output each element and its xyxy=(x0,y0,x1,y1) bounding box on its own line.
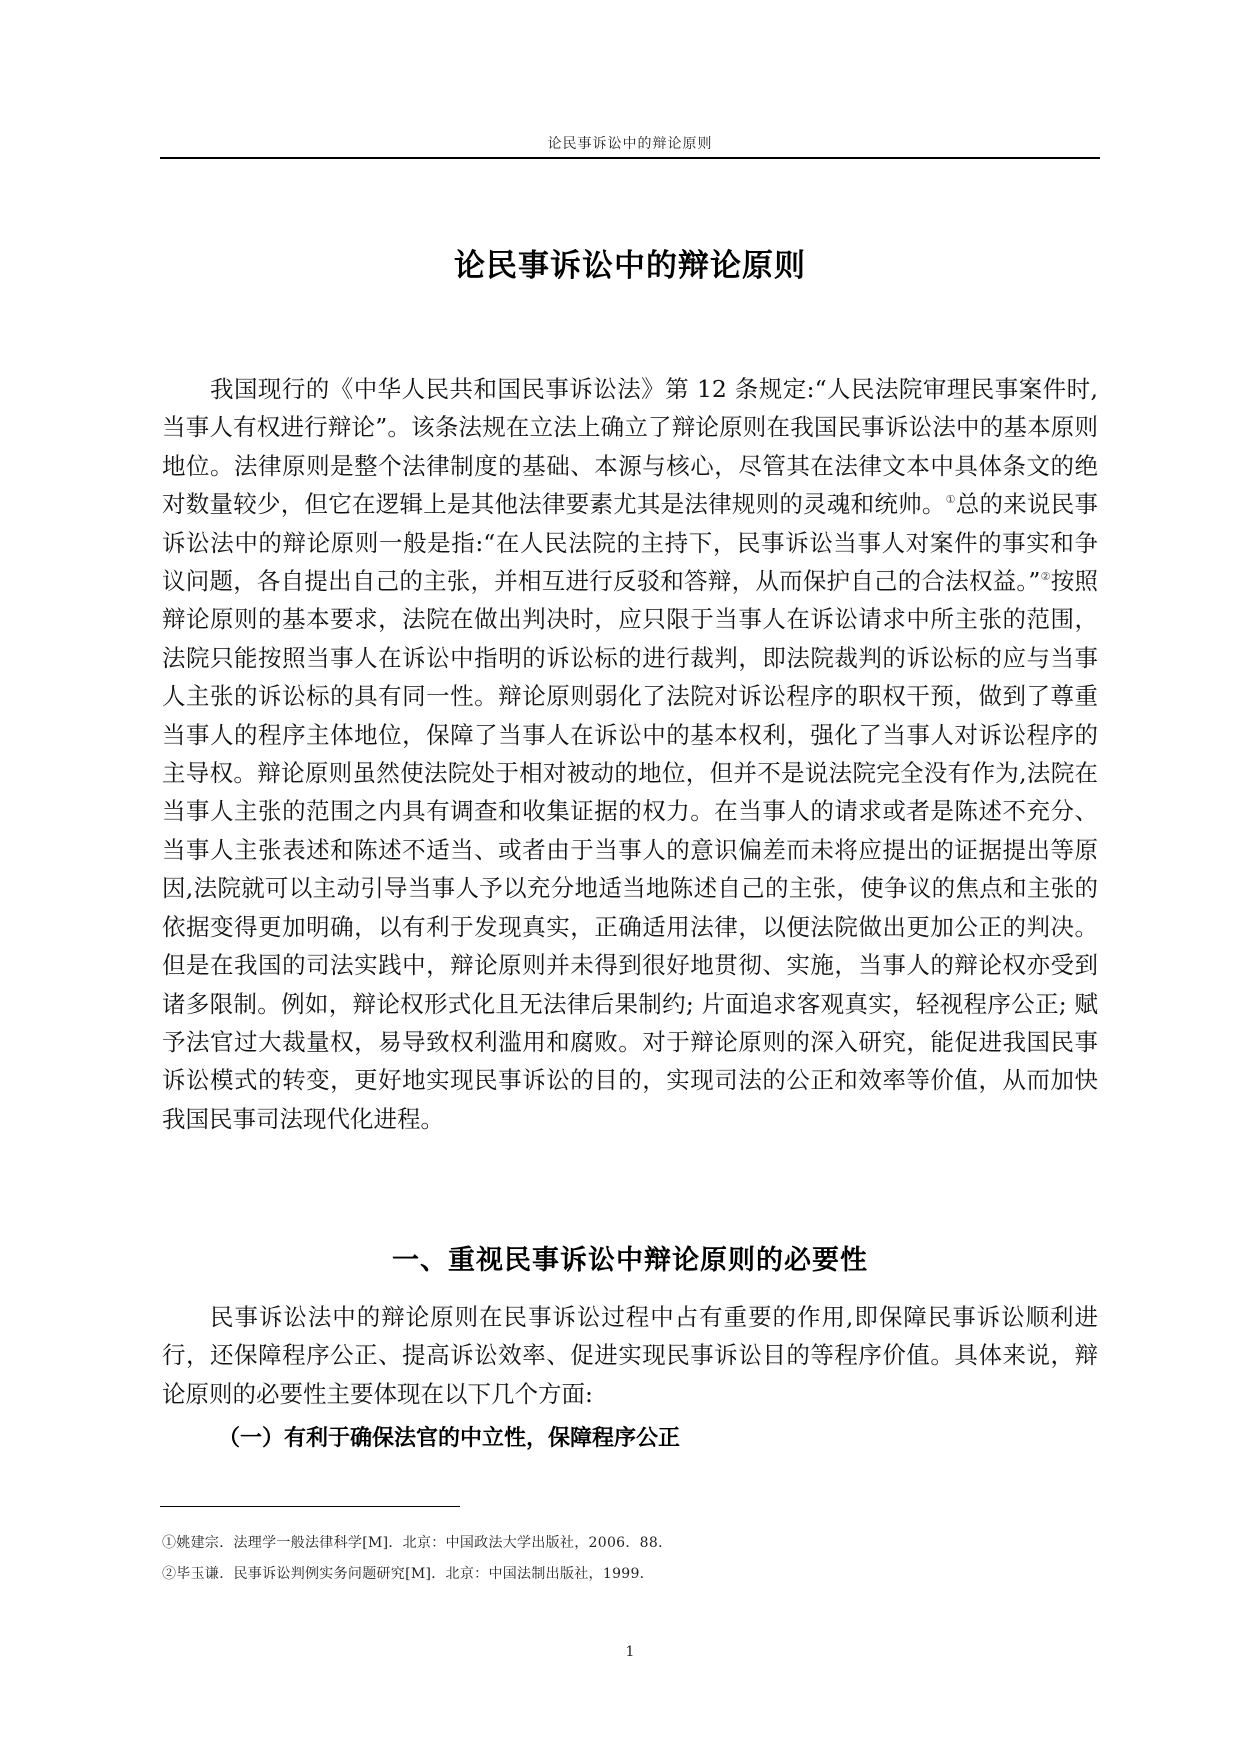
intro-text-part2: 总的来说民事诉讼法中的辩论原则一般是指:“在人民法院的主持下，民事诉讼当事人对案件的事实和争议问题，各自提出自己的主张，并相互进行反驳和答辩，从而保护自己的合法权益。” xyxy=(162,490,1098,596)
footnote-2: ②毕玉谦．民事诉讼判例实务问题研究[M]．北京：中国法制出版社，1999． xyxy=(162,1566,654,1582)
footnote-rule xyxy=(160,1506,460,1507)
footnote-1: ①姚建宗．法理学一般法律科学[M]．北京：中国政法大学出版社，2006．88． xyxy=(162,1535,673,1551)
document-title: 论民事诉讼中的辩论原则 xyxy=(454,248,806,284)
header-rule xyxy=(160,157,1100,159)
intro-paragraph xyxy=(162,370,1098,1138)
footnote-ref-1: ① xyxy=(945,493,956,507)
page-number: 1 xyxy=(625,1644,635,1660)
intro-text-part3: 按照辩论原则的基本要求，法院在做出判决时，应只限于当事人在诉讼请求中所主张的范围，法院只能按照当事人在诉讼中指明的诉讼标的进行裁判，即法院裁判的诉讼标的应与当事人主张的诉讼标的具有同一性。辩论原则弱化了法院对诉讼程序的职权干预，做到了尊重当事人的程序主体地位，保障了当事人在诉讼中的基本权利，强化了当事人对诉讼程序的主导权。辩论原则虽然使法院处于相对被动的地位，但并不是说法院完全没有作为,法院在当事人主张的范围之内具有调查和收集证据的权力。在当事人的请求或者是陈述不充分、当事人主张表述和陈述不适当、或者由于当事人的意识偏差而未将应提出的证据提出等原因,法院就可以主动引导当事人予以充分地适当地陈述自己的主张，使争议的焦点和主张的依据变得更加明确，以有利于发现真实，正确适用法律，以便法院做出更加公正的判决。但是在我国的司法实践中，辩论原则并未得到很好地贯彻、实施，当事人的辩论权亦受到诸多限制。例如，辩论权形式化且无法律后果制约; 片面追求客观真实，轻视程序公正; 赋予法官过大裁量权，易导致权利滥用和腐败。对于辩论原则的深入研究，能促进我国民事诉讼模式的转变，更好地实现民事诉讼的目的，实现司法的公正和效率等价值，从而加快我国民事司法现代化进程。 xyxy=(162,567,1099,1133)
subsection-heading: （一）有利于确保法官的中立性，保障程序公正 xyxy=(218,1426,681,1451)
intro-text-part1: 我国现行的《中华人民共和国民事诉讼法》第 12 条规定:“人民法院审理民事案件时,当事人有权进行辩论”。该条法规在立法上确立了辩论原则在我国民事诉讼法中的基本原则地位。法律原则是整个法律制度的基础、本源与核心，尽管其在法律文本中具体条文的绝对数量较少，但它在逻辑上是其他法律要素尤其是法律规则的灵魂和统帅。 xyxy=(162,375,1098,519)
section-paragraph: 民事诉讼法中的辩论原则在民事诉讼过程中占有重要的作用,即保障民事诉讼顺利进行，还保障程序公正、提高诉讼效率、促进实现民事诉讼目的等程序价值。具体来说，辩论原则的必要性主要体现在以下几个方面: xyxy=(162,1303,1098,1408)
footnote-ref-2: ② xyxy=(1040,570,1051,584)
section-heading: 一、重视民事诉讼中辩论原则的必要性 xyxy=(392,1245,868,1276)
running-header: 论民事诉讼中的辩论原则 xyxy=(547,136,713,152)
